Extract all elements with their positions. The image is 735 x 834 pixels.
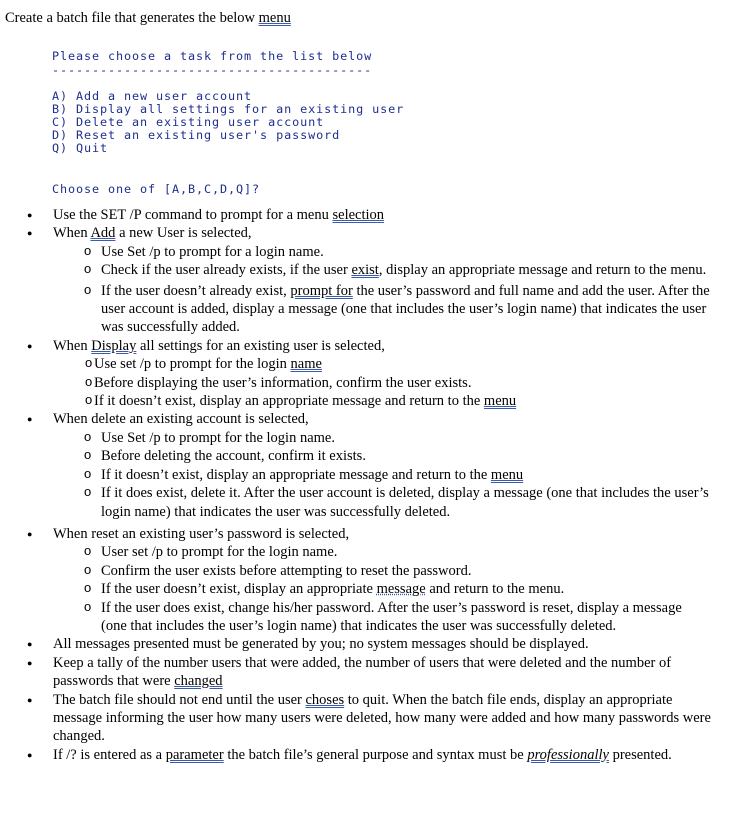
intro-link-menu: menu bbox=[258, 10, 291, 26]
list-item: ● When delete an existing account is selected, bbox=[0, 410, 735, 428]
list-subitem: o If it doesn’t exist, display an appropriate message and return to the menu bbox=[0, 466, 735, 484]
list-item: ● When reset an existing user’s password is selected, bbox=[0, 525, 735, 543]
console-menu bbox=[52, 49, 405, 162]
list-subitem: o If the user does exist, change his/her password. After the user’s password is reset, display a message (one that includes the user’s login name) that indicates the user was successfully deleted. bbox=[0, 599, 735, 636]
console-option-q: Q) Quit bbox=[52, 141, 109, 155]
list-item: ● All messages presented must be generated by you; no system messages should be displayed. bbox=[0, 635, 735, 653]
console-option-d: D) Reset an existing user's password bbox=[52, 128, 341, 142]
list-subitem: o Use Set /p to prompt for the login name. bbox=[0, 429, 735, 447]
list-subitem: o Use set /p to prompt for the login name bbox=[0, 355, 735, 373]
list-subitem: o Use Set /p to prompt for a login name. bbox=[0, 243, 735, 261]
list-subitem: o Before displaying the user’s information, confirm the user exists. bbox=[0, 374, 735, 392]
console-prompt: Choose one of [A,B,C,D,Q]? bbox=[52, 182, 261, 196]
console-option-b: B) Display all settings for an existing user bbox=[52, 102, 405, 116]
list-subitem: o Confirm the user exists before attempting to reset the password. bbox=[0, 562, 735, 580]
console-option-c: C) Delete an existing user account bbox=[52, 115, 325, 129]
list-subitem: o If the user doesn’t already exist, prompt for the user’s password and full name and add the user. After the user account is added, display a message (one that includes the user’s login name) that indicates the user was successfully added. bbox=[0, 282, 735, 337]
requirements-list bbox=[0, 206, 735, 764]
list-item: ● Use the SET /P command to prompt for a menu selection bbox=[0, 206, 735, 224]
list-subitem: o If the user doesn’t exist, display an appropriate message and return to the menu. bbox=[0, 580, 735, 598]
list-subitem: o Before deleting the account, confirm it exists. bbox=[0, 447, 735, 465]
list-item: ● If /? is entered as a parameter the batch file’s general purpose and syntax must be professionally presented. bbox=[0, 746, 735, 764]
console-option-a: A) Add a new user account bbox=[52, 89, 253, 103]
list-item: ● The batch file should not end until the user choses to quit. When the batch file ends, display an appropriate message informing the user how many users were deleted, how many were added and how many passwords were changed. bbox=[0, 691, 735, 746]
console-divider: ---------------------------------------- bbox=[52, 63, 373, 77]
list-item: ● When Add a new User is selected, bbox=[0, 224, 735, 242]
list-subitem: o If it doesn’t exist, display an appropriate message and return to the menu bbox=[0, 392, 735, 410]
list-subitem: o Check if the user already exists, if the user exist, display an appropriate message and return to the menu. bbox=[0, 261, 735, 279]
list-item: ● When Display all settings for an existing user is selected, bbox=[0, 337, 735, 355]
list-item: ● Keep a tally of the number users that were added, the number of users that were deleted and the number of passwords that were changed bbox=[0, 654, 735, 691]
list-subitem: o If it does exist, delete it. After the user account is deleted, display a message (one that includes the user’s login name) that indicates the user was successfully deleted. bbox=[0, 484, 735, 521]
console-header: Please choose a task from the list below bbox=[52, 49, 373, 63]
list-subitem: o User set /p to prompt for the login name. bbox=[0, 543, 735, 561]
intro-text: Create a batch file that generates the below menu bbox=[5, 10, 291, 26]
